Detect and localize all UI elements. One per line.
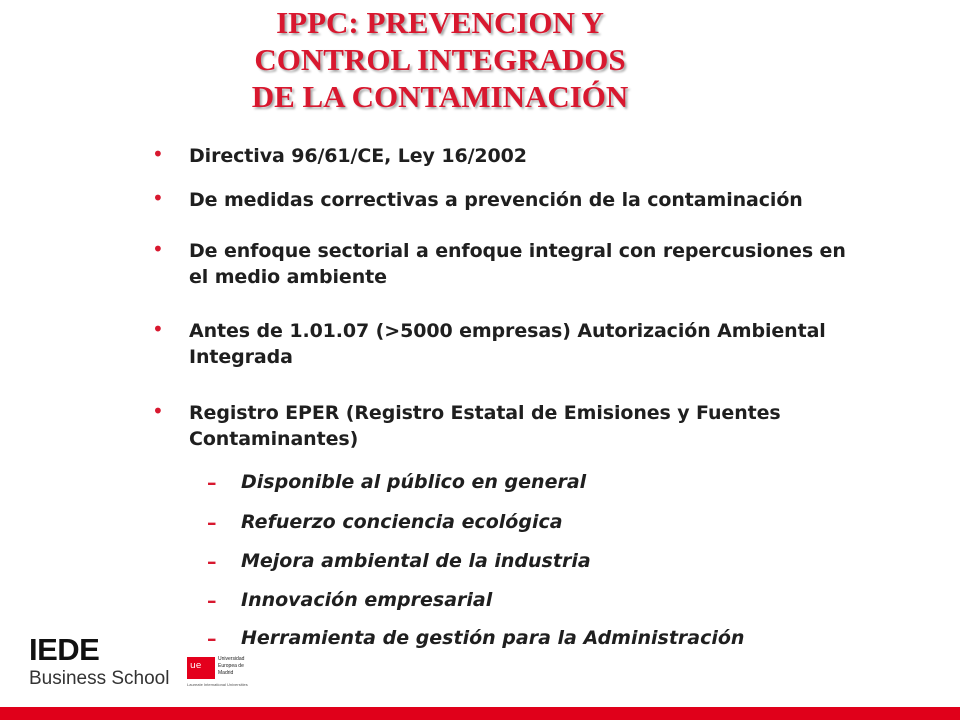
- sub-item-text: Herramienta de gestión para la Administración: [241, 627, 745, 649]
- universidad-logo-mark-text: ue: [190, 661, 202, 671]
- dash-icon: –: [207, 512, 217, 534]
- bullet-text: el medio ambiente: [189, 266, 387, 288]
- bullet-text: Directiva 96/61/CE, Ley 16/2002: [189, 145, 527, 167]
- title-line: CONTROL INTEGRADOS: [254, 42, 626, 77]
- sub-item-text: Refuerzo conciencia ecológica: [241, 511, 563, 533]
- bullet-icon: •: [152, 142, 164, 166]
- title-line: IPPC: PREVENCION Y: [276, 5, 604, 40]
- bullet-text: De medidas correctivas a prevención de la contaminación: [189, 189, 803, 211]
- bullet-icon: •: [152, 237, 164, 261]
- footer-bar: [0, 707, 960, 720]
- title-line: DE LA CONTAMINACIÓN: [251, 79, 629, 114]
- sub-item-text: Mejora ambiental de la industria: [241, 550, 591, 572]
- dash-icon: –: [207, 590, 217, 612]
- bullet-text: Registro EPER (Registro Estatal de Emisiones y Fuentes: [189, 402, 781, 424]
- sub-item-text: Disponible al público en general: [241, 471, 587, 493]
- bullet-text: De enfoque sectorial a enfoque integral con repercusiones en: [189, 240, 846, 262]
- universidad-logo-name: Universidad Europea de Madrid: [218, 656, 245, 676]
- bullet-text: Antes de 1.01.07 (>5000 empresas) Autorización Ambiental: [189, 320, 826, 342]
- bullet-text: Contaminantes): [189, 428, 359, 450]
- universidad-logo-tagline: Laureate International Universities: [187, 682, 248, 687]
- universidad-europea-logo: [183, 655, 253, 695]
- universidad-logo-mark: [187, 657, 215, 679]
- bullet-text: Integrada: [189, 346, 293, 368]
- iede-logo-subtitle: Business School: [29, 668, 170, 689]
- bullet-icon: •: [152, 186, 164, 210]
- sub-item-text: Innovación empresarial: [241, 589, 493, 611]
- dash-icon: –: [207, 628, 217, 650]
- iede-logo: [29, 633, 209, 703]
- bullet-icon: •: [152, 317, 164, 341]
- dash-icon: –: [207, 551, 217, 573]
- bullet-icon: •: [152, 399, 164, 423]
- dash-icon: –: [207, 472, 217, 494]
- slide-title: [150, 4, 730, 115]
- iede-logo-name: IEDE: [29, 632, 100, 667]
